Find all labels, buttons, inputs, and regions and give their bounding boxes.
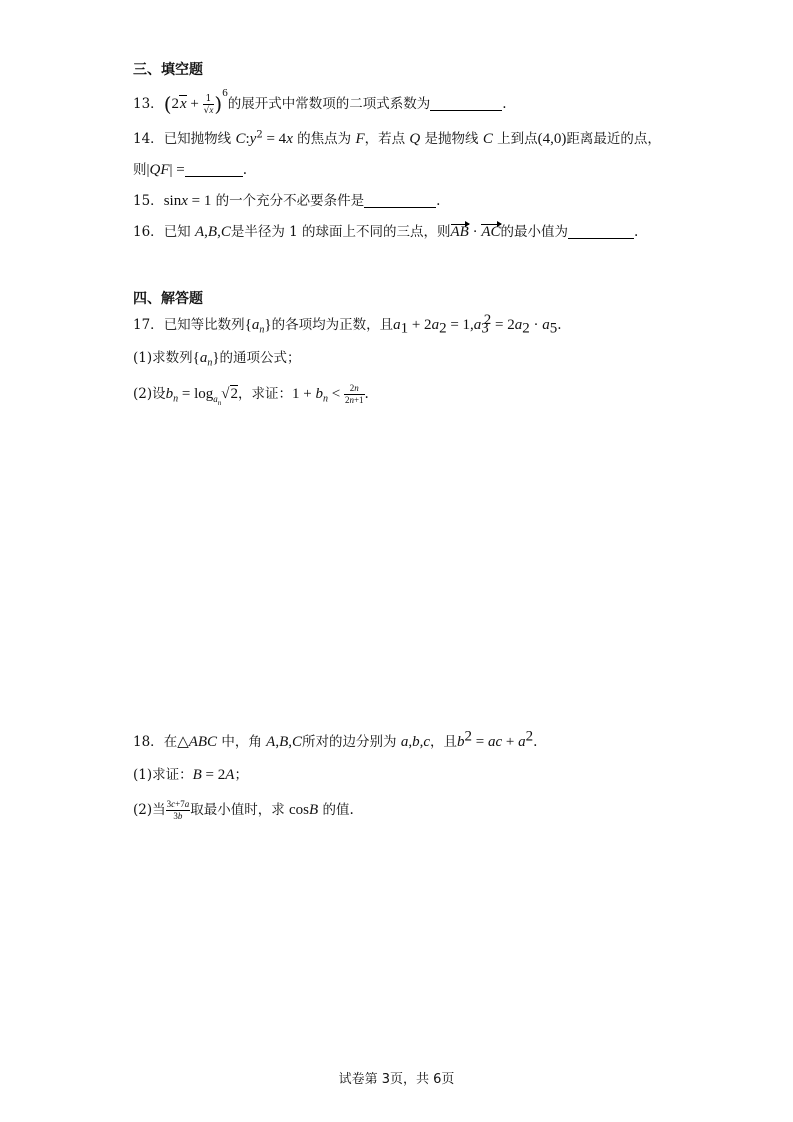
question-15: 15．sinx = 1 的一个充分不必要条件是 . xyxy=(133,193,441,209)
question-17-part2: (2)设$b_n = \log_{a_n}√2$，求证：$1 + b_n$ < $\frac{2n}{2n+1}$ . xyxy=(133,383,369,407)
section-3-title: 三、填空题 xyxy=(133,62,203,78)
question-18-part2: (2)当 $\frac{3c+7a}{3b}$ 取最小值时，求 cosB 的值. xyxy=(133,799,354,821)
question-14: 14．已知抛物线 $C:y^2 = 4x$ 的焦点为 F，若点 Q 是抛物线 C 上到点(4,0)距离最近的点， xyxy=(133,129,661,147)
question-16: 16．已知 A,B,C是半径为 1 的球面上不同的三点，则AB · AC的最小值为 . xyxy=(133,224,639,240)
question-17-part1: (1)求数列$\{a_n\}$的通项公式； xyxy=(133,350,301,369)
question-18-part1: (1)求证：B = 2A； xyxy=(133,767,248,783)
page-footer: 试卷第 3页，共 6页 xyxy=(338,1072,455,1087)
question-17: 17．已知等比数列$\{a_n\}$的各项均为正数，且$a_1 + 2a_2 = 1,a_3^2 = 2a_2 \cdot a_5$. xyxy=(133,311,562,337)
question-14-line2: 则|QF| = . xyxy=(133,162,248,178)
question-13: 13．(2x + $\frac{1}{√x}$ )$^6$的展开式中常数项的二项式系数为 . xyxy=(133,87,507,116)
question-18: 18．在△ABC 中，角 A,B,C所对的边分别为 a,b,c，且$b^2$ = ac + $a^2$. xyxy=(133,728,538,750)
section-4-title: 四、解答题 xyxy=(133,291,203,307)
